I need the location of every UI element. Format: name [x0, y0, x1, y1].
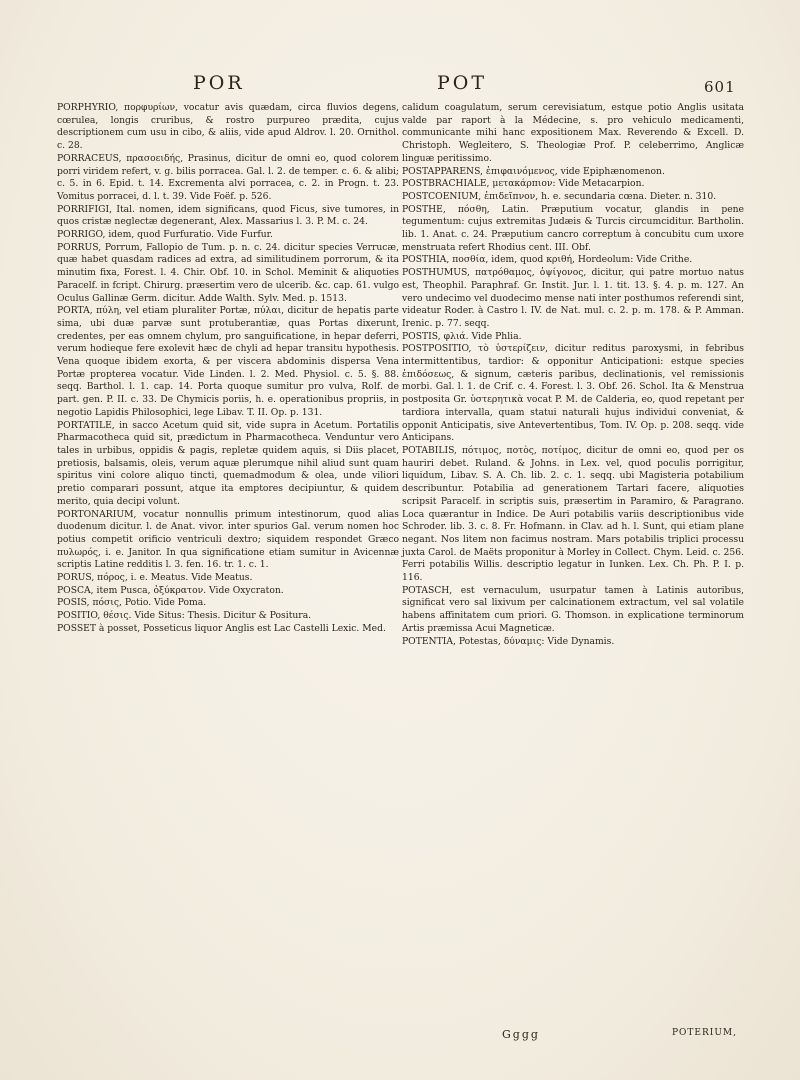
- entry-paragraph: calidum coagulatum, serum cerevisiatum, estque potio Anglis usitata valde par raport à la Médecine, s. pro vehiculo medicamenti, communicante mihi hanc expositionem Max. Reverendo & Excell. D. Christoph. Wegleitero, S. Theologiæ Prof. P. celeberrimo, Anglicæ linguæ peritissimo.: [402, 102, 744, 164]
- entry-paragraph: POTENTIA, Potestas, δύναμις: Vide Dynamis.: [402, 635, 615, 647]
- entry-paragraph: POSTCOENIUM, ἐπιδεῖπνον, h. e. secundaria cœna. Dieter. n. 310.: [402, 190, 717, 202]
- entry-paragraph: POTASCH, est vernaculum, usurpatur tamen à Latinis autoribus, significat vero sal lixivum per calcinationem extractum, vel sal volatile habens affinitatem cum priori. G. Thomson. in explicatione terminorum Artis præmissa Acui Magneticæ.: [402, 584, 744, 634]
- catchword: POTERIUM,: [672, 1028, 737, 1038]
- entry-paragraph: PORTATILE, in sacco Acetum quid sit, vide supra in Acetum. Portatilis Pharmacotheca quid sit, prædictum in Pharmacotheca. Venduntur vero tales in urbibus, oppidis & pagis, repletæ quidem aquis, si Diis placet, pretiosis, balsamis, oleis, verum aquæ plerumque nihil aliud sunt quam spiritus vini colore aliquo tincti, quemadmodum & olea, unde viliori pretio comparari possunt, atque ita emptores decipiuntur, & quidem merito, quia decipi volunt.: [57, 419, 399, 507]
- entry-paragraph: PORUS, πόρος, i. e. Meatus. Vide Meatus.: [57, 572, 253, 584]
- entry-paragraph: POSCA, item Pusca, ὀξύκρατον. Vide Oxycraton.: [57, 584, 284, 596]
- entry-paragraph: POSTAPPARENS, ἐπιφαινόμενος, vide Epiphænomenon.: [402, 165, 665, 177]
- entry-paragraph: PORTA, πύλη, vel etiam pluraliter Portæ, πύλαι, dicitur de hepatis parte sima, ubi duæ parvæ sunt protuberantiæ, quas Portas dixerunt, credentes, per eas omnem chylum, pro sanguificatione, in hepar deferri, verum hodieque fere exolevit hæc de chyli ad hepar transitu hypothesis. Vena quoque ibidem exorta, & per viscera abdominis dispersa Vena Portæ propterea vocatur. Vide Linden. l. 2. Med. Physiol. c. 5. §. 88. seqq. Barthol. l. 1. cap. 14. Porta quoque sumitur pro vulva, Rolf. de part. gen. P. II. c. 33. De Chymicis poriis, h. e. operationibus propriis, in negotio Lapidis Philosophici, lege Libav. T. II. Op. p. 131.: [57, 305, 399, 418]
- entry-paragraph: POSIS, πόσις, Potio. Vide Poma.: [57, 597, 207, 609]
- entry-paragraph: POTABILIS, πότιμος, ποτὸς, ποτίμος, dicitur de omni eo, quod per os hauriri debet. Ruland. & Johns. in Lex. vel, quod poculis porrigitur, liquidum, Libav. S. A. Ch. lib. 2. c. 1. seqq. ubi Magisteria potabilium describuntur. Potabilia ad generationem Tartari facere, aliquoties scripsit Paracelf. in scriptis suis, præsertim in Paramiro, & Paragrano. Loca quærantur in Indice. De Auri potabilis variis descriptionibus vide Schroder. lib. 3. c. 8. Fr. Hofmann. in Clav. ad h. l. Sunt, qui etiam plane negant. Nos litem non facimus nostram. Mars potabilis triplici processu juxta Carol. de Maëts proponitur à Morley in Collect. Chym. Leid. c. 256. Ferri potabilis Willis. descriptio legatur in Iunken. Lex. Ch. Ph. P. I. p. 116.: [402, 444, 744, 584]
- entry-paragraph: POSSET à posset, Posseticus liquor Anglis est Lac Castelli Lexic. Med.: [57, 622, 386, 634]
- entry-paragraph: PORRIGO, idem, quod Furfuratio. Vide Furfur.: [57, 229, 273, 241]
- page-number: 601: [704, 78, 736, 96]
- running-head-left: POR: [193, 72, 245, 94]
- entry-paragraph: PORRACEUS, πρασοειδής, Prasinus, dicitur de omni eo, quod colorem porri viridem refert, v. g. bilis porracea. Gal. l. 2. de temper. c. 6. & alibi; c. 5. in 6. Epid. t. 14. Excrementa alvi porracea, c. 2. in Progn. t. 23. Vomitus porracei, d. l. t. 39. Vide Foëf. p. 526.: [57, 152, 399, 202]
- entry-paragraph: PORRUS, Porrum, Fallopio de Tum. p. n. c. 24. dicitur species Verrucæ, quæ habet quasdam radices ad extra, ad similitudinem porrorum, & ita minutim fixa, Forest. l. 4. Chir. Obf. 10. in Schol. Meminit & aliquoties Paracelf. in fcript. Chirurg. præsertim vero de ulcerib. &c. cap. 61. vulgo Oculus Gallinæ Germ. dicitur. Adde Walth. Sylv. Med. p. 1513.: [57, 241, 399, 304]
- entry-paragraph: POSITIO, θέσις. Vide Situs: Thesis. Dicitur & Positura.: [57, 610, 312, 622]
- entry-paragraph: POSTHIA, ποσθία, idem, quod κριθή, Hordeolum: Vide Crithe.: [402, 254, 693, 266]
- entry-paragraph: PORTONARIUM, vocatur nonnullis primum intestinorum, quod alias duodenum dicitur. l. de Anat. vivor. inter spurios Gal. verum nomen hoc potius competit orificio ventriculi dextro; siquidem respondet Græco πυλωρός, i. e. Janitor. In qua significatione etiam sumitur in Avicennæ scriptis Latine redditis l. 3. fen. 16. tr. 1. c. 1.: [57, 508, 399, 571]
- entry-paragraph: POSTBRACHIALE, μετακάρπιον: Vide Metacarpion.: [402, 178, 645, 190]
- right-column: [402, 102, 744, 648]
- left-column: [57, 102, 399, 636]
- entry-paragraph: POSTHUMUS, πατρόθαμος, ὀψίγονος, dicitur, qui patre mortuo natus est, Theophil. Paraphraf. Gr. Instit. Jur. l. 1. tit. 13. §. 4. p. m. 127. An vero undecimo vel duodecimo mense nati inter posthumos referendi sint, videatur Roder. à Castro l. IV. de Nat. mul. c. 2. p. m. 178. & P. Amman. Irenic. p. 77. seqq.: [402, 267, 744, 329]
- entry-paragraph: POSTIS, φλιά. Vide Phlia.: [402, 330, 522, 342]
- entry-paragraph: PORRIFIGI, Ital. nomen, idem significans, quod Ficus, sive tumores, in quos cristæ neglectæ degenerant, Alex. Massarius l. 3. P. M. c. 24.: [57, 203, 399, 228]
- running-head-right: POT: [437, 72, 488, 94]
- signature-mark: Gggg: [502, 1028, 540, 1041]
- entry-paragraph: POSTHE, πόσθη, Latin. Præputium vocatur, glandis in pene tegumentum: cujus extremitas Judæis & Turcis circumciditur. Bartholin. lib. 1. Anat. c. 24. Præputium cancro correptum à concubitu cum uxore menstruata refert Rhodius cent. III. Obf.: [402, 203, 744, 253]
- entry-paragraph: PORPHYRIO, πορφυρίων, vocatur avis quædam, circa fluvios degens, cœrulea, longis cruribus, & rostro purpureo prædita, cujus descriptionem cum usu in cibo, & aliis, vide apud Aldrov. l. 20. Ornithol. c. 28.: [57, 102, 399, 152]
- entry-paragraph: POSTPOSITIO, τὸ ὑστερίζειν, dicitur reditus paroxysmi, in febribus intermittentibus, tardior: & opponitur Anticipationi: estque species ἐπιδόσεως, & signum, cæteris paribus, declinationis, vel remissionis morbi. Gal. l. 1. de Crif. c. 4. Forest. l. 3. Obf. 26. Schol. Ita & Menstrua postposita Gr. ὑστερητικὰ vocat P. M. de Calderia, eo, quod repetant per tardiora intervalla, quam statui naturali hujus individui conveniat, & opponit Anticipatis, sive Antevertentibus, Tom. IV. Op. p. 208. seqq. vide Anticipans.: [402, 343, 744, 444]
